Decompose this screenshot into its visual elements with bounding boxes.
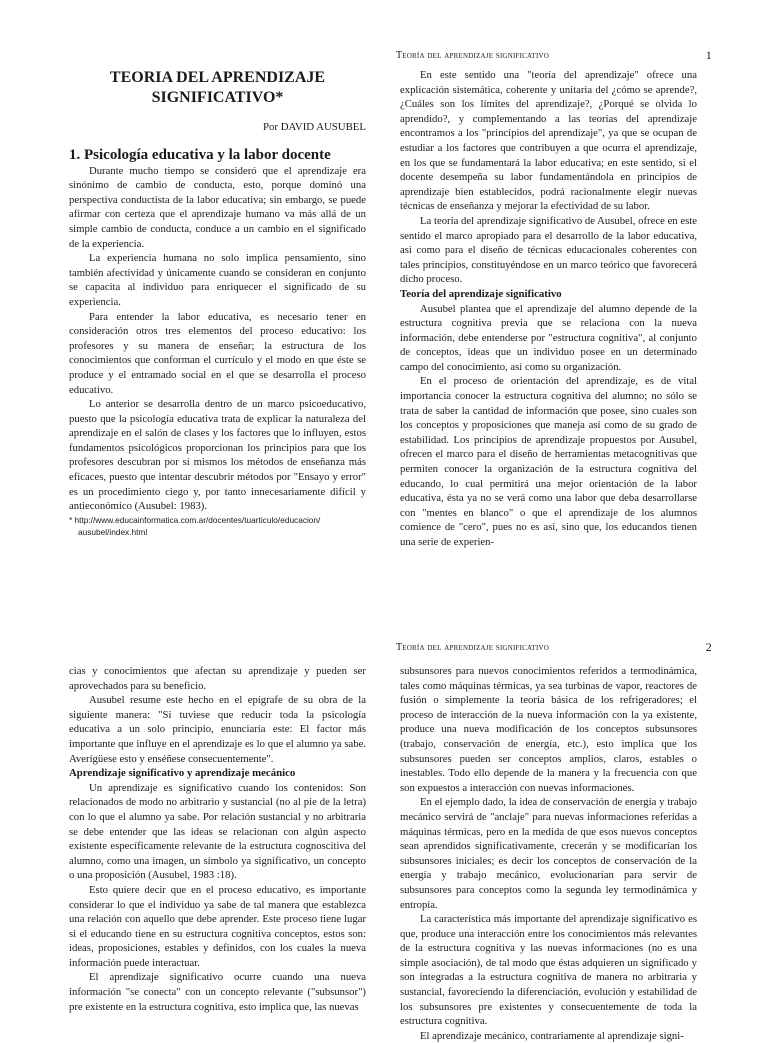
paragraph: La experiencia humana no solo implica pensamiento, sino también afectividad y únicamente cuando se consideran en conjunto se capacita al individuo para enriquecer el significado de su experiencia. (69, 252, 366, 308)
running-header (396, 642, 712, 655)
running-header-title: Teoría del aprendizaje significativo (396, 50, 550, 61)
paragraph: El aprendizaje mecánico, contrariamente al aprendizaje signi- (420, 1029, 684, 1042)
paragraph: La teoría del aprendizaje significativo de Ausubel, ofrece en este sentido el marco apropiado para el desarrollo de la labor educativa, así como para el diseño de técnicas educacionales coherentes con tales principios, constituyéndose en un marco teórico que favorecerá dicho proceso. (400, 214, 697, 286)
paragraph: Para entender la labor educativa, es necesario tener en consideración otros tres elementos del proceso educativo: los profesores y su manera de enseñar; la estructura de los conocimientos que conforman el currículo y el modo en que éste se produce y el entramado social en el que se desarrolla el proceso educativo. (69, 310, 366, 396)
paragraph: Ausubel resume este hecho en el epígrafe de su obra de la siguiente manera: "Si tuviese que reducir toda la psicología educativa a un solo principio, enunciaría este: El factor más importante que influye en el aprendizaje es lo que el alumno ya sabe. Averígüese esto y enséñese consecuentemente". (69, 694, 366, 765)
paragraph: Lo anterior se desarrolla dentro de un marco psicoeducativo, puesto que la psicología educativa trata de explicar la naturaleza del aprendizaje en el salón de clases y los factores que lo influyen, estos fundamentos psicológicos proporcionan los principios para que los profesores descubran por sí mismos los métodos de enseñanza más eficaces, puesto que intentar descubrir métodos por "Ensayo y error" es un procedimiento ciego y, por tanto innecesariamente difícil y antieconómico (Ausubel: 1983). (69, 398, 366, 513)
paragraph: En el proceso de orientación del aprendizaje, es de vital importancia conocer la estructura cognitiva del alumno; no sólo se trata de saber la cantidad de información que posee, sino cuales son los conceptos y proposiciones que maneja así como de su grado de estabilidad. Los principios de aprendizaje propuestos por Ausubel, ofrecen el marco para el diseño de herramientas metacognitivas que permiten conocer la organización de la estructura cognitiva del educando, lo cual permitirá una mejor orientación de la labor educativa, ésta ya no se verá como una labor que deba desarrollarse con "mentes en blanco" o que el aprendizaje de los alumnos comience de "cero", pues no es así, sino que, los educandos tienen una serie de experien- (400, 375, 697, 548)
paragraph: Ausubel plantea que el aprendizaje del alumno depende de la estructura cognitiva previa que se relaciona con la nueva información, debe entenderse por "estructura cognitiva", al conjunto de conceptos, ideas que un individuo posee en un determinado campo del conocimiento, así como su organización. (400, 302, 697, 373)
paragraph: El aprendizaje significativo ocurre cuando una nueva información "se conecta" con un concepto relevante ("subsunsor") pre existente en la estructura cognitiva, esto implica que, las nuevas (69, 971, 366, 1013)
left-column (69, 68, 366, 538)
paragraph: Durante mucho tiempo se consideró que el aprendizaje era sinónimo de cambio de conducta, esto, porque dominó una perspectiva conductista de la labor educativa; sin embargo, se puede afirmar con certeza que el aprendizaje humano va más allá de un simple cambio de conducta, conduce a un cambio en el significado de la experiencia. (69, 164, 366, 250)
author-byline: Por DAVID AUSUBEL (263, 121, 366, 133)
document-title (69, 68, 366, 108)
footnote-line-2: ausubel/index.html (78, 526, 148, 537)
section-heading: 1. Psicología educativa y la labor docente (69, 146, 331, 163)
paragraph: Un aprendizaje es significativo cuando los contenidos: Son relacionados de modo no arbitrario y sustancial (no al pie de la letra) con lo que el alumno ya sabe. Por relación sustancial y no arbitraria se debe entender que las ideas se relacionan con algún aspecto existente específicamente relevante de la estructura cognoscitiva del alumno, como una imagen, un símbolo ya significativo, un concepto o una proposición (Ausubel, 1983 :18). (69, 781, 366, 882)
paragraph: La característica más importante del aprendizaje significativo es que, produce una interacción entre los conocimientos más relevantes de la estructura cognitiva y las nuevas informaciones (no es una simple asociación), de tal modo que éstas adquieren un significado y son integradas a la estructura cognitiva de manera no arbitraria y sustancial, favoreciendo la diferenciación, evolución y estabilidad de los subsunsores pre existentes y consecuentemente de toda la estructura cognitiva. (400, 913, 697, 1028)
page-number: 1 (705, 48, 712, 62)
paragraph: cias y conocimientos que afectan su aprendizaje y pueden ser aprovechados para su beneficio. (69, 665, 366, 692)
left-column (69, 664, 366, 1014)
subheading: Aprendizaje significativo y aprendizaje mecánico (69, 767, 296, 780)
paragraph: En el ejemplo dado, la idea de conservación de energía y trabajo mecánico servirá de "anclaje" para nuevas informaciones referidas a máquinas térmicas, pero en la medida de que esos nuevos conceptos sean aprendidos significativamente, crecerán y se modificarían los subsunsores iniciales; es decir los conceptos de conservación de la energía y trabajo mecánico, evolucionarían para servir de subsunsores para conceptos como la segunda ley termodinámica y entropía. (400, 796, 697, 911)
running-header (396, 50, 712, 63)
right-column (400, 664, 697, 1043)
footnote-line-1: * http://www.educainformatica.com.ar/docentes/tuarticulo/educacion/ (69, 514, 321, 525)
running-header-title: Teoría del aprendizaje significativo (396, 642, 550, 653)
paragraph: Esto quiere decir que en el proceso educativo, es importante considerar lo que el individuo ya sabe de tal manera que establezca una relación con aquello que debe aprender. Este proceso tiene lugar si el educando tiene en su estructura cognitiva conceptos, estos son: ideas, proposiciones, estables y definidos, con los cuales la nueva información puede interactuar. (69, 883, 366, 969)
document-title-line-1: TEORIA DEL APRENDIZAJE (109, 69, 326, 86)
subheading: Teoría del aprendizaje significativo (400, 287, 562, 300)
page-2 (0, 512, 768, 1042)
page-number: 2 (705, 640, 712, 654)
right-column (400, 68, 697, 550)
paragraph: subsunsores para nuevos conocimientos referidos a termodinámica, tales como máquinas térmicas, ya sea turbinas de vapor, reactores de fusión o simplemente la teoría básica de los refrigeradores; el proceso de interacción de la nueva información con la ya existente, produce una nueva modificación de los conceptos subsunsores (trabajo, conservación de energía, etc.), esto implica que los subsunsores pueden ser conceptos amplios, claros, estables o inestables. Todo ello depende de la manera y la frecuencia con que son expuestos a interacción con nuevas informaciones. (400, 665, 697, 794)
paragraph: En este sentido una "teoría del aprendizaje" ofrece una explicación sistemática, coherente y unitaria del ¿cómo se aprende?, ¿Cuáles son los límites del aprendizaje?, ¿Porqué se olvida lo aprendido?, y complementando a las teorías del aprendizaje encontramos a los "principios del aprendizaje", ya que se ocupan de estudiar a los factores que contribuyen a que ocurra el aprendizaje, en los que se fundamentará la labor educativa; en este sentido, si el docente desempeña su labor fundamentándola en principios de aprendizaje bien establecidos, podrá racionalmente elegir nuevas técnicas de enseñanza y mejorar la efectividad de su labor. (400, 69, 697, 213)
document-title-line-2: SIGNIFICATIVO* (151, 89, 284, 106)
